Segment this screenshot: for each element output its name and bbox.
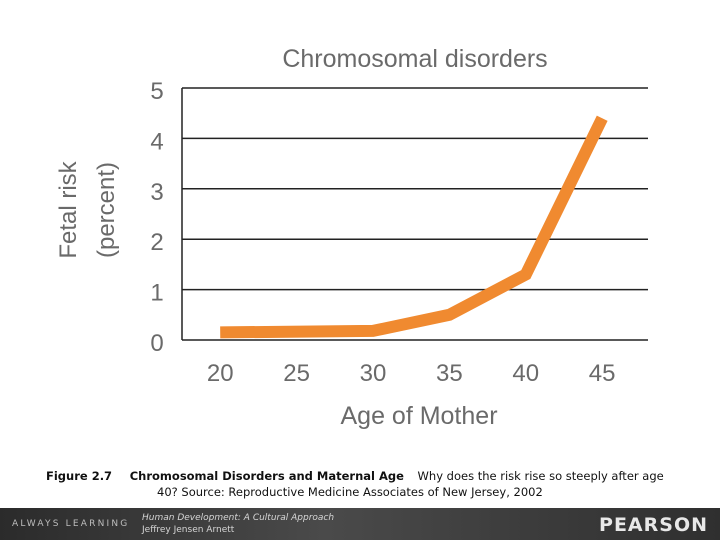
y-tick-label: 0: [150, 330, 164, 357]
x-tick-label: 40: [512, 360, 540, 387]
pearson-logo: PEARSON: [599, 514, 708, 536]
y-axis-label-line1: Fetal risk: [55, 161, 82, 259]
chart-title: Chromosomal disorders: [282, 45, 548, 73]
y-tick-label: 4: [150, 128, 164, 156]
y-tick-label: 1: [150, 279, 164, 307]
book-title: Human Development: A Cultural Approach: [142, 513, 335, 523]
figure-title: Chromosomal Disorders and Maternal Age: [129, 469, 404, 483]
y-tick-label: 2: [150, 229, 164, 257]
series-line-0: [220, 118, 602, 332]
x-tick-label: 25: [283, 360, 310, 387]
y-tick-label: 3: [150, 178, 164, 206]
x-tick-labels: [207, 360, 616, 387]
y-axis-label: [55, 160, 120, 258]
y-axis-label-line2: (percent): [93, 161, 120, 259]
always-learning-tagline: ALWAYS LEARNING: [12, 519, 130, 529]
figure-caption: [46, 468, 686, 500]
caption-text-line1: Why does the risk rise so steeply after age: [417, 469, 664, 483]
x-axis-label: Age of Mother: [340, 402, 498, 430]
y-tick-labels: [150, 78, 163, 357]
x-tick-label: 45: [588, 360, 616, 387]
x-tick-label: 20: [206, 360, 234, 387]
book-info: [142, 512, 334, 536]
book-author: Jeffrey Jensen Arnett: [142, 525, 235, 535]
x-tick-label: 35: [436, 360, 463, 387]
caption-text-line2: 40? Source: Reproductive Medicine Associates of New Jersey, 2002: [157, 485, 543, 499]
series-layer: [220, 118, 602, 332]
footer-bar: [0, 508, 720, 540]
y-tick-label: 5: [150, 78, 164, 105]
x-tick-label: 30: [359, 360, 387, 387]
gridlines: [182, 88, 648, 340]
figure-number: Figure 2.7: [46, 469, 113, 483]
